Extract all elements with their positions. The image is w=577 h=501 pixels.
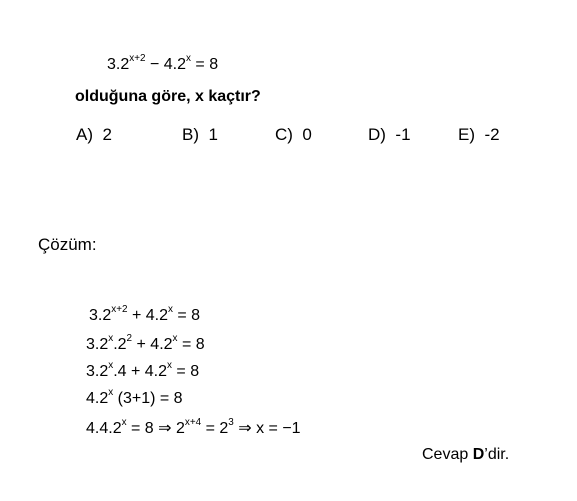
term-b: 4.2 xyxy=(163,56,186,73)
exponent: x xyxy=(167,304,173,316)
option-value: 0 xyxy=(302,125,312,144)
term: (3+1) = 8 xyxy=(113,390,183,407)
exponent: 3 xyxy=(228,417,234,429)
exponent: x xyxy=(108,387,114,399)
exponent: x xyxy=(167,360,172,372)
term: 4.2 xyxy=(86,390,109,407)
term: 3.2 xyxy=(86,336,109,353)
option-value: -1 xyxy=(395,125,411,144)
term-a-exponent: x+2 xyxy=(129,53,146,65)
question-equation xyxy=(107,53,219,74)
exponent: x xyxy=(108,360,114,372)
option-a xyxy=(76,125,112,145)
term-b-exponent: x xyxy=(186,53,191,65)
term-a: 3.2 xyxy=(107,56,130,73)
answer-prefix: Cevap xyxy=(422,446,473,463)
option-b xyxy=(182,125,218,145)
solution-heading: Çözüm: xyxy=(38,235,97,254)
term: .4 + 4.2 xyxy=(113,363,168,380)
question-prompt: olduğuna göre, x kaçtır? xyxy=(75,88,261,105)
exponent: x xyxy=(108,333,114,345)
term: 3.2 xyxy=(86,363,109,380)
exponent: x xyxy=(121,417,127,429)
term: + 4.2 xyxy=(127,307,168,324)
conclusion: ⇒ x = −1 xyxy=(233,420,301,437)
term: + 4.2 xyxy=(132,336,173,353)
option-label: C) xyxy=(275,125,293,144)
rhs: = 8 xyxy=(177,336,205,353)
solution-line-2 xyxy=(86,333,205,354)
term: = 2 xyxy=(201,420,229,437)
rhs: = 8 xyxy=(171,363,200,380)
option-label: E) xyxy=(458,125,475,144)
term: .2 xyxy=(113,336,127,353)
minus-sign: − xyxy=(149,56,160,73)
option-label: B) xyxy=(182,125,199,144)
answer-letter: D xyxy=(472,446,485,463)
solution-line-3 xyxy=(86,360,200,381)
exponent: x+4 xyxy=(184,417,202,429)
solution-line-4 xyxy=(86,387,183,408)
exponent: x+2 xyxy=(111,304,128,316)
answer-suffix: ’dir. xyxy=(484,446,510,463)
answer-text xyxy=(422,446,509,464)
option-value: 1 xyxy=(208,125,218,144)
term: 3.2 xyxy=(89,307,112,324)
exponent: x xyxy=(172,333,178,345)
option-value: 2 xyxy=(102,125,112,144)
option-c xyxy=(275,125,312,145)
exponent: 2 xyxy=(126,333,133,345)
option-d xyxy=(368,125,411,145)
solution-line-1 xyxy=(89,304,201,325)
option-label: A) xyxy=(76,125,93,144)
option-label: D) xyxy=(368,125,386,144)
solution-line-5 xyxy=(86,418,301,438)
term: 4.4.2 xyxy=(86,420,122,437)
option-e xyxy=(458,125,500,145)
option-value: -2 xyxy=(484,125,500,144)
rhs: = 8 xyxy=(172,307,201,324)
equation-rhs: = 8 xyxy=(195,56,219,73)
term: = 8 ⇒ 2 xyxy=(126,420,185,437)
